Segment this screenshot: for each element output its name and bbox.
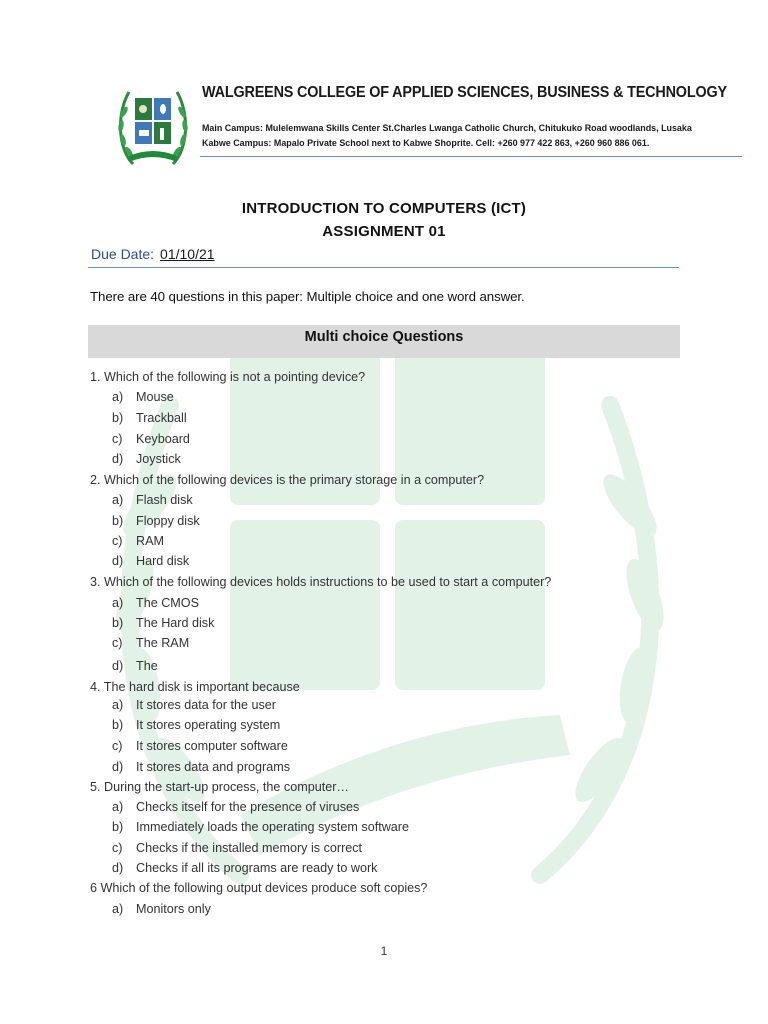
question-5: 5. During the start-up process, the computer… [90,780,349,794]
option-text: Monitors only [136,902,211,916]
option-text: Flash disk [136,493,193,507]
due-date-label: Due Date: [91,246,155,262]
question-3: 3. Which of the following devices holds instructions to be used to start a computer? [90,575,552,589]
option-letter: c) [112,841,123,855]
option-letter: c) [112,432,123,446]
section-title: Multi choice Questions [304,329,464,345]
instructions-text: There are 40 questions in this paper: Multiple choice and one word answer. [90,289,525,304]
option-letter: a) [112,800,124,814]
question-6: 6 Which of the following output devices produce soft copies? [90,881,428,895]
course-title: INTRODUCTION TO COMPUTERS (ICT) [241,200,527,217]
option-text: Keyboard [136,432,190,446]
due-date-value: 01/10/21 [160,246,215,262]
option-letter: b) [112,411,124,425]
option-text: The Hard disk [136,616,215,630]
question-4: 4. The hard disk is important because [90,680,300,694]
option-text: Immediately loads the operating system software [136,820,409,834]
option-letter: d) [112,452,124,466]
option-letter: d) [112,554,124,568]
assignment-title: ASSIGNMENT 01 [322,223,446,240]
page-number: 1 [380,944,388,958]
option-letter: c) [112,636,123,650]
option-text: Hard disk [136,554,190,568]
section-header [88,325,680,358]
college-crest-icon [115,82,191,174]
option-text: Floppy disk [136,514,200,528]
address-line-kabwe-campus: Kabwe Campus: Mapalo Private School next to Kabwe Shoprite. Cell: +260 977 422 863, +260 960 886 061. [202,138,650,149]
question-1: 1. Which of the following is not a pointing device? [90,370,366,384]
option-text: It stores data for the user [136,698,277,712]
option-text: It stores data and programs [136,760,291,774]
option-letter: d) [112,659,124,673]
question-2: 2. Which of the following devices is the primary storage in a computer? [90,473,485,487]
option-text: It stores computer software [136,739,288,753]
option-text: The CMOS [136,596,199,610]
option-text: The [136,659,158,673]
option-text: Checks if all its programs are ready to work [136,861,378,875]
option-letter: d) [112,760,124,774]
option-letter: c) [112,739,123,753]
option-text: Checks itself for the presence of viruses [136,800,360,814]
header-divider [200,156,742,157]
option-text: Joystick [136,452,181,466]
due-date-divider [88,267,679,268]
option-letter: a) [112,902,124,916]
option-letter: a) [112,596,124,610]
option-letter: c) [112,534,123,548]
option-text: Mouse [136,390,174,404]
option-text: It stores operating system [136,718,281,732]
option-text: Trackball [136,411,187,425]
option-text: Checks if the installed memory is correct [136,841,363,855]
address-line-main-campus: Main Campus: Mulelemwana Skills Center St.Charles Lwanga Catholic Church, Chitukuko Road woodlands, Lusaka [202,123,692,134]
option-letter: a) [112,390,124,404]
option-letter: a) [112,493,124,507]
option-letter: b) [112,616,124,630]
option-text: The RAM [136,636,190,650]
college-name: WALGREENS COLLEGE OF APPLIED SCIENCES, BUSINESS & TECHNOLOGY [202,84,727,101]
option-letter: a) [112,698,124,712]
option-text: RAM [136,534,164,548]
option-letter: d) [112,861,124,875]
option-letter: b) [112,718,124,732]
option-letter: b) [112,820,124,834]
due-date [91,246,215,262]
option-letter: b) [112,514,124,528]
